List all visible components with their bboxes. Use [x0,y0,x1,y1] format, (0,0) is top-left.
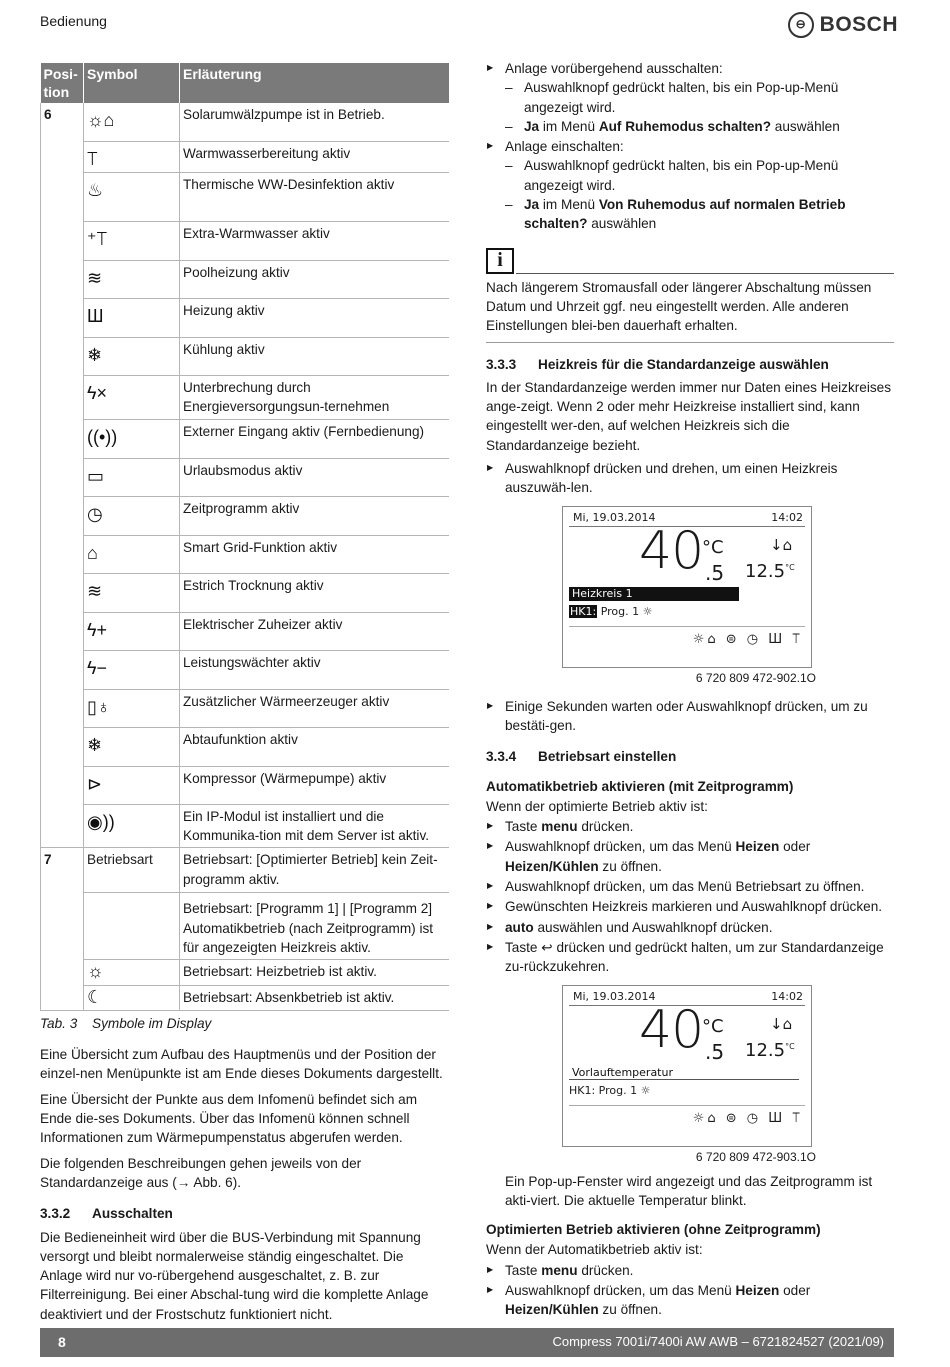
cell-explanation: Smart Grid-Funktion aktiv [180,535,449,573]
cell-position: 7 [41,848,84,893]
table-row [41,804,449,848]
cell-explanation: Abtaufunktion aktiv [180,727,449,766]
cell-explanation: Kompressor (Wärmepumpe) aktiv [180,766,449,804]
table-row [41,960,449,985]
cell-explanation: Betriebsart: Heizbetrieb ist aktiv. [180,960,449,985]
display-temperature: 40 [639,520,704,581]
cell-explanation: Elektrischer Zuheizer aktiv [180,612,449,650]
cell-position [41,419,84,458]
cell-position [41,376,84,420]
floor-drying-icon: ≋ [87,580,103,601]
cell-explanation: Kühlung aktiv [180,338,449,376]
cell-explanation: Warmwasserbereitung aktiv [180,141,449,172]
power-interruption-icon: ϟ× [87,383,108,404]
hot-water-tap-icon: ⟙ [87,148,98,169]
cell-position [41,573,84,612]
cell-explanation: Unterbrechung durch Energieversorgungsun-ternehmen [180,376,449,420]
cell-position [41,893,84,960]
table-row [41,261,449,299]
display-screenshot-1 [562,506,812,668]
display-temp-unit: °C [702,536,724,558]
cell-symbol [84,261,180,299]
header-position: Posi- tion [41,63,84,103]
back-icon: ↩ [541,939,553,955]
ip-module-icon: ◉)) [87,811,115,832]
paragraph: Ein Pop-up-Fenster wird angezeigt und das Zeitprogramm ist akti-viert. Die aktuelle Temperatur blinkt. [505,1173,873,1208]
cell-symbol [84,612,180,650]
section-heading-3-3-4: 3.3.4 Betriebsart einstellen [486,749,677,765]
sun-icon: ☼ [642,604,653,618]
sub-step: – Auswahlknopf gedrückt halten, bis ein Pop-up-Menü angezeigt wird. [505,156,894,195]
display-temperature: 40 [639,999,704,1060]
cell-explanation: Thermische WW-Desinfektion aktiv [180,173,449,222]
cell-position [41,496,84,535]
paragraph: Wenn der Automatikbetrieb aktiv ist: [486,1242,703,1258]
header-symbol: Symbol [84,63,180,103]
page-number: 8 [58,1333,66,1350]
table-row [41,376,449,420]
info-note-text: Nach längerem Stromausfall oder längerer Abschaltung müssen Datum und Uhrzeit ggf. neu eingestellt werden. Alle anderen Einstellungen blei-ben dauerhaft erhalten. [486,274,894,343]
cell-position [41,222,84,261]
display-time: 14:02 [771,510,803,524]
step-item: ▶ Auswahlknopf drücken, um das Menü Heizen oder Heizen/Kühlen zu öffnen. [486,1281,894,1320]
heating-icon: Ш [87,306,104,327]
display-date: Mi, 19.03.2014 [573,989,656,1003]
cell-position [41,458,84,496]
figure-id: 6 720 809 472-903.1O [695,1149,816,1164]
cell-symbol [84,535,180,573]
cell-position [41,173,84,222]
cell-symbol: Betriebsart [84,848,180,893]
cell-position [41,650,84,689]
step-item: ▶ Einige Sekunden warten oder Auswahlknopf drücken, um zu bestäti-gen. [486,697,894,736]
cell-symbol [84,299,180,338]
paragraph: Wenn der optimierte Betrieb aktiv ist: [486,798,708,814]
cell-symbol [84,650,180,689]
header-explanation: Erläuterung [180,63,449,103]
bosch-logo: ⊖ BOSCH [788,10,898,40]
step-item: ▶ Auswahlknopf drücken, um das Menü Betriebsart zu öffnen. [486,877,894,896]
cell-position [41,338,84,376]
table-row [41,650,449,689]
moon-icon: ☾ [87,986,104,1007]
cell-position: 6 [41,103,84,141]
table-row [41,496,449,535]
cell-symbol [84,173,180,222]
pool-heating-icon: ≋ [87,268,103,289]
sun-icon: ☼ [640,1083,651,1097]
outdoor-temp-icon: ↓⌂ [770,535,793,554]
cell-symbol [84,419,180,458]
header-section: Bedienung [40,13,107,29]
table-row [41,985,449,1010]
additional-heat-generator-icon: ▯♁ [87,696,111,717]
sub-step: – Ja im Menü Auf Ruhemodus schalten? auswählen [505,117,894,136]
step-item: ▶ Anlage einschalten: – Auswahlknopf gedrückt halten, bis ein Pop-up-Menü angezeigt wird. – Ja im Menü Von Ruhemodus auf normalen Betrieb schalten? auswählen [486,137,894,233]
cell-explanation: Betriebsart: [Programm 1] | [Programm 2] Automatikbetrieb (nach Zeitprogramm) ist für angezeigten Heizkreis aktiv. [180,893,449,960]
cell-explanation: Extra-Warmwasser aktiv [180,222,449,261]
cell-explanation: Betriebsart: Absenkbetrieb ist aktiv. [180,985,449,1010]
table-row [41,141,449,172]
cell-explanation: Heizung aktiv [180,299,449,338]
step-item: ▶ Anlage vorübergehend ausschalten: – Auswahlknopf gedrückt halten, bis ein Pop-up-Menü angezeigt wird. – Ja im Menü Auf Ruhemodus schalten? auswählen [486,59,894,136]
cell-explanation: Estrich Trocknung aktiv [180,573,449,612]
table-row [41,612,449,650]
cell-explanation: Urlaubsmodus aktiv [180,458,449,496]
cell-position [41,141,84,172]
table-row [41,848,449,893]
display-outdoor-temp: $12.5^{^\circ C}$ [745,560,795,582]
electric-heater-plus-icon: ϟ+ [87,619,108,640]
display-heating-circuit-bar: Heizkreis 1 [569,587,739,601]
table-row [41,103,449,141]
info-icon: i [486,248,514,274]
display-temp-fraction: .5 [705,1039,725,1064]
cell-symbol [84,376,180,420]
cell-position [41,689,84,727]
cell-position [41,727,84,766]
table-row [41,458,449,496]
cell-explanation: Poolheizung aktiv [180,261,449,299]
info-note [486,248,894,274]
cell-position [41,804,84,848]
cell-position [41,612,84,650]
page-footer [40,1328,894,1357]
external-input-icon: ((•)) [87,426,118,447]
power-guard-minus-icon: ϟ− [87,657,108,678]
sub-heading: Automatikbetrieb aktivieren (mit Zeitprogramm) [486,778,794,794]
paragraph: Eine Übersicht der Punkte aus dem Infomenü befindet sich am Ende die-ses Dokuments. Über das Infomenü können schnell Informationen zum Wärmepumpenstatus abgerufen werden. [40,1091,418,1146]
cell-symbol [84,458,180,496]
table-row [41,222,449,261]
cell-symbol [84,960,180,985]
symbol-table [40,63,449,1011]
paragraph: Die folgenden Beschreibungen gehen jeweils von der Standardanzeige aus (→ Abb. 6). [40,1155,362,1190]
cell-position [41,261,84,299]
sun-icon: ☼ [87,961,104,982]
step-item: ▶ auto auswählen und Auswahlknopf drücken. [486,918,894,937]
display-status-icons: ☼⌂ ⊜ ◷ Ш ⟙ [692,1110,803,1126]
table-row [41,338,449,376]
display-screenshot-2 [562,985,812,1147]
table-row [41,173,449,222]
paragraph: Die Bedieneinheit wird über die BUS-Verbindung mit Spannung versorgt und bleibt normalerweise ständig eingeschaltet. Die Anlage wird nur vo-rübergehend ausgeschaltet, z. B. zur Filterreinigung. Bei einer Abschal-tung wird die komplette Anlage deaktiviert und der Frostschutz funktioniert nicht. [40,1229,429,1322]
defrost-icon: ❄ [87,734,103,755]
table-row [41,299,449,338]
cell-symbol [84,766,180,804]
display-temp-unit: °C [702,1015,724,1037]
sub-step: – Auswahlknopf gedrückt halten, bis ein Pop-up-Menü angezeigt wird. [505,78,894,117]
cell-explanation: Ein IP-Modul ist installiert und die Kommunika-tion mit dem Server ist aktiv. [180,804,449,848]
cell-symbol [84,496,180,535]
holiday-suitcase-icon: ▭ [87,465,105,486]
document-id: Compress 7001i/7400i AW AWB – 6721824527 (2021/09) [552,1334,884,1350]
sub-step: – Ja im Menü Von Ruhemodus auf normalen Betrieb schalten? auswählen [505,195,894,234]
table-row [41,766,449,804]
cell-symbol [84,222,180,261]
step-item: ▶ Taste menu drücken. [486,817,894,836]
section-heading-3-3-3: 3.3.3 Heizkreis für die Standardanzeige auswählen [486,356,829,372]
left-column [40,63,448,1330]
cell-symbol [84,804,180,848]
step-item: ▶ Gewünschten Heizkreis markieren und Auswahlknopf drücken. [486,897,894,916]
sub-heading: Optimierten Betrieb aktivieren (ohne Zeitprogramm) [486,1222,821,1238]
cell-symbol [84,689,180,727]
step-item: ▶ Auswahlknopf drücken und drehen, um einen Heizkreis auszuwäh-len. [486,459,894,498]
step-item: ▶ Taste menu drücken. [486,1261,894,1280]
smart-grid-icon: ⌂ [87,542,98,563]
display-temp-fraction: .5 [705,560,725,585]
table-row [41,689,449,727]
table-row [41,419,449,458]
cell-symbol [84,727,180,766]
bosch-armature-icon: ⊖ [788,12,814,38]
display-popup-label: Vorlauftemperatur [569,1066,799,1080]
compressor-icon: ⊳ [87,773,103,794]
table-row [41,727,449,766]
clock-icon: ◷ [87,503,103,524]
cell-position [41,960,84,985]
display-date: Mi, 19.03.2014 [573,510,656,524]
step-item: ▶ Taste ↩ drücken und gedrückt halten, um zur Standardanzeige zu-rückzukehren. [486,938,894,977]
cell-position [41,299,84,338]
cell-symbol [84,893,180,960]
display-status-icons: ☼⌂ ⊜ ◷ Ш ⟙ [692,631,803,647]
outdoor-temp-icon: ↓⌂ [770,1014,793,1033]
paragraph: In der Standardanzeige werden immer nur Daten eines Heizkreises ange-zeigt. Wenn 2 oder mehr Heizkreise installiert sind, kann eingestellt wer-den, auf welchen Heizkreis sich die Standardanzeige bezieht. [486,379,891,453]
cell-symbol [84,338,180,376]
cell-explanation: Leistungswächter aktiv [180,650,449,689]
cell-explanation: Solarumwälzpumpe ist in Betrieb. [180,103,449,141]
right-column [486,59,894,1324]
cell-explanation: Betriebsart: [Optimierter Betrieb] kein Zeit-programm aktiv. [180,848,449,893]
cell-explanation: Zusätzlicher Wärmeerzeuger aktiv [180,689,449,727]
cell-position [41,535,84,573]
table-row [41,893,449,960]
solar-pump-icon: ☼⌂ [87,110,115,131]
paragraph: Eine Übersicht zum Aufbau des Hauptmenüs und der Position der einzel-nen Menüpunkte ist am Ende dieses Dokuments dargestellt. [40,1047,443,1082]
cell-position [41,766,84,804]
display-program: HK1: Prog. 1 ☼ [570,604,653,618]
table-caption: Tab. 3 Symbole im Display [40,1015,212,1031]
display-time: 14:02 [771,989,803,1003]
cell-explanation: Externer Eingang aktiv (Fernbedienung) [180,419,449,458]
cell-explanation: Zeitprogramm aktiv [180,496,449,535]
cell-position [41,985,84,1010]
cell-symbol [84,573,180,612]
display-outdoor-temp: $12.5^{^\circ C}$ [745,1039,795,1061]
table-row [41,535,449,573]
display-program: HK1: Prog. 1 ☼ [569,1083,651,1097]
figure-id: 6 720 809 472-902.1O [695,670,816,685]
table-row [41,573,449,612]
cell-symbol [84,103,180,141]
thermal-disinfection-icon: ♨ [87,180,104,201]
cell-symbol [84,985,180,1010]
step-item: ▶ Auswahlknopf drücken, um das Menü Heizen oder Heizen/Kühlen zu öffnen. [486,837,894,876]
cooling-icon: ❄ [87,345,103,366]
cell-symbol [84,141,180,172]
extra-hot-water-icon: ⁺⟙ [87,229,108,250]
section-heading-3-3-2: 3.3.2 Ausschalten [40,1206,173,1222]
